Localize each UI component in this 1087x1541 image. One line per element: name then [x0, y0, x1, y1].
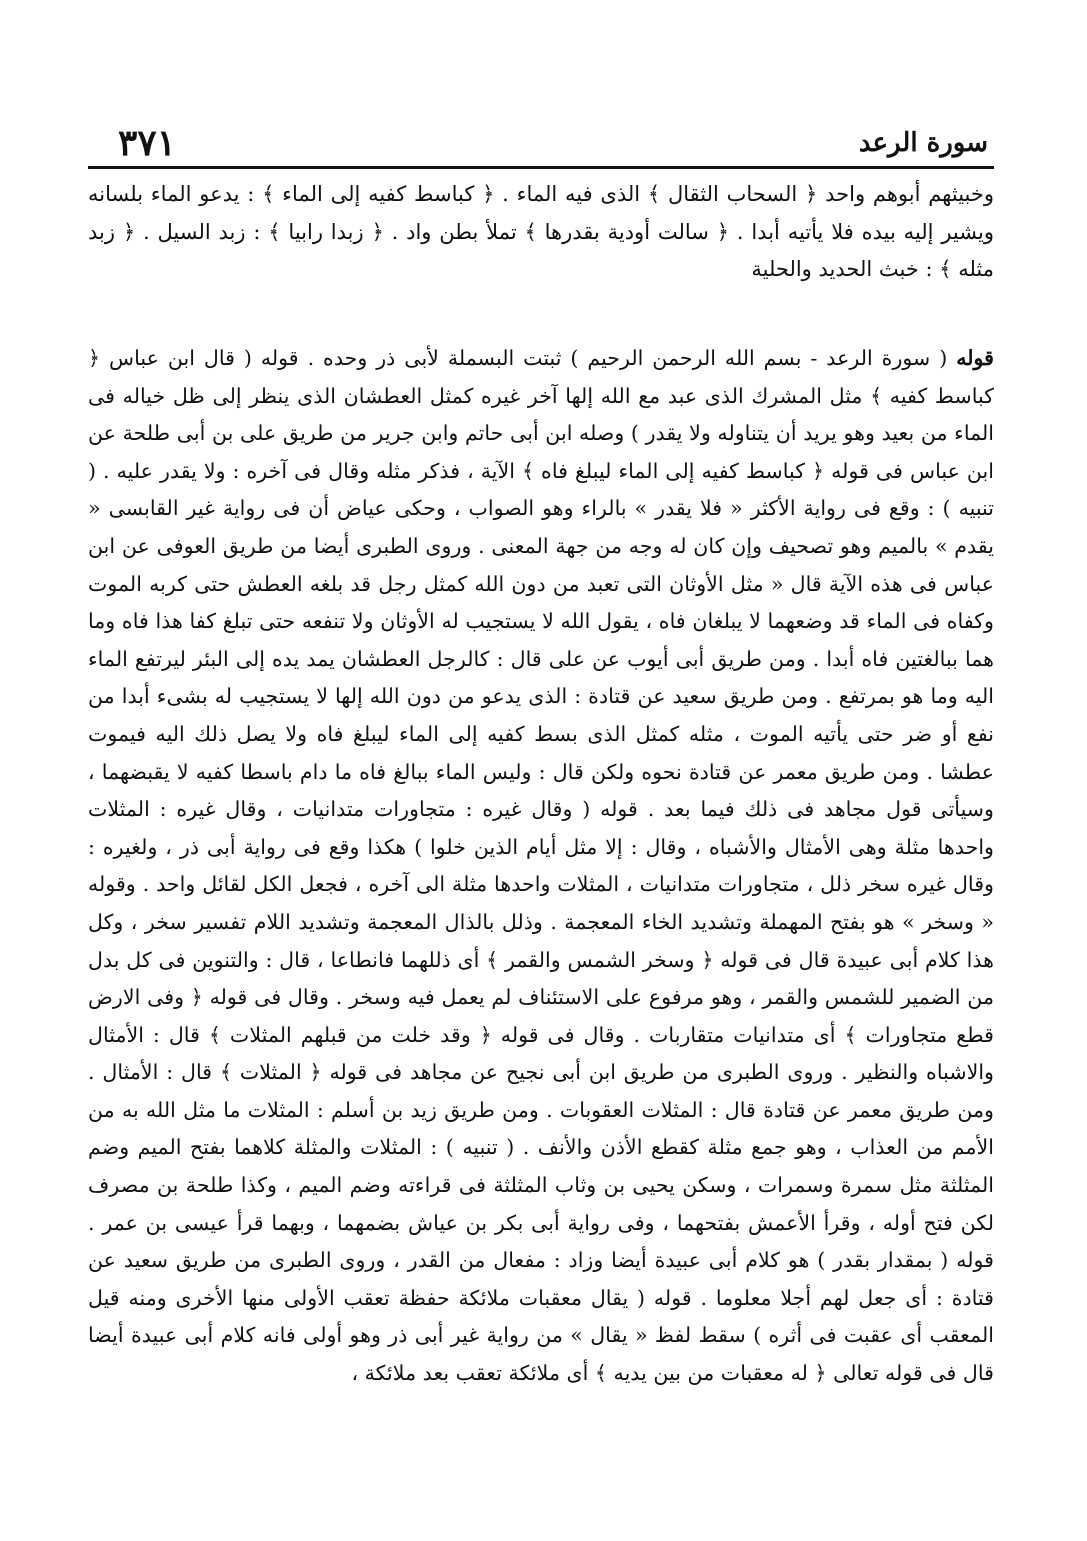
page-header: [88, 118, 994, 169]
commentary-section: [88, 340, 994, 1393]
commentary-paragraph: [88, 340, 994, 1393]
surah-title: سورة الرعد: [858, 128, 988, 158]
page-number: ٣٧١: [118, 122, 177, 164]
glossary-section: [88, 176, 994, 289]
glossary-paragraph: وخبيثهم أبوهم واحد ﴿ السحاب الثقال ﴾ الذى فيه الماء . ﴿ كباسط كفيه إلى الماء ﴾ : يدعو الماء بلسانه ويشير إليه بيده فلا يأتيه أبدا . ﴿ سالت أودية بقدرها ﴾ تملأ بطن واد . ﴿ زبدا رابيا ﴾ : زبد السيل . ﴿ زبد مثله ﴾ : خبث الحديد والحلية: [88, 182, 994, 281]
commentary-lead-word: قوله: [956, 346, 995, 370]
commentary-text: ( سورة الرعد - بسم الله الرحمن الرحيم ) ثبتت البسملة لأبى ذر وحده . قوله ( قال ابن عباس ﴿ كباسط كفيه ﴾ مثل المشرك الذى عبد مع الله إلها آخر غيره كمثل العطشان الذى ينظر إلى ظل خياله فى الماء من بعيد وهو يريد أن يتناوله ولا يقدر ) وصله ابن أبى حاتم وابن جرير من طريق على بن أبى طلحة عن ابن عباس فى قوله ﴿ كباسط كفيه إلى الماء ليبلغ فاه ﴾ الآية ، فذكر مثله وقال فى آخره : ولا يقدر عليه . ( تنبيه ) : وقع فى رواية الأكثر « فلا يقدر » بالراء وهو الصواب ، وحكى عياض أن فى رواية غير القابسى « يقدم » بالميم وهو تصحيف وإن كان له وجه من جهة المعنى . وروى الطبرى أيضا من طريق العوفى عن ابن عباس فى هذه الآية قال « مثل الأوثان التى تعبد من دون الله كمثل رجل قد بلغه العطش حتى كربه الموت وكفاه فى الماء قد وضعهما لا يبلغان فاه ، يقول الله لا يستجيب له الأوثان ولا تنفعه حتى تبلغ كفا هذا فاه وما هما ببالغتين فاه أبدا . ومن طريق أبى أيوب عن على قال : كالرجل العطشان يمد يده إلى البئر ليرتفع الماء اليه وما هو بمرتفع . ومن طريق سعيد عن قتادة : الذى يدعو من دون الله إلها لا يستجيب له بشىء أبدا من نفع أو ضر حتى يأتيه الموت ، مثله كمثل الذى بسط كفيه إلى الماء ليبلغ فاه ولا يصل ذلك اليه فيموت عطشا . ومن طريق معمر عن قتادة نحوه ولكن قال : وليس الماء ببالغ فاه ما دام باسطا كفيه لا يقبضهما ، وسيأتى قول مجاهد فى ذلك فيما بعد . قوله ( وقال غيره : متجاورات متدانيات ، وقال غيره : المثلات واحدها مثلة وهى الأمثال والأشباه ، وقال : إلا مثل أيام الذين خلوا ) هكذا وقع فى رواية أبى ذر ، ولغيره : وقال غيره سخر ذلل ، متجاورات متدانيات ، المثلات واحدها مثلة الى آخره ، فجعل الكل لقائل واحد . وقوله « وسخر » هو بفتح المهملة وتشديد الخاء المعجمة . وذلل بالذال المعجمة وتشديد اللام تفسير سخر ، وكل هذا كلام أبى عبيدة قال فى قوله ﴿ وسخر الشمس والقمر ﴾ أى ذللهما فانطاعا ، قال : والتنوين فى كل بدل من الضمير للشمس والقمر ، وهو مرفوع على الاستئناف لم يعمل فيه وسخر . وقال فى قوله ﴿ وفى الارض قطع متجاورات ﴾ أى متدانيات متقاربات . وقال فى قوله ﴿ وقد خلت من قبلهم المثلات ﴾ قال : الأمثال والاشباه والنظير . وروى الطبرى من طريق ابن أبى نجيح عن مجاهد فى قوله ﴿ المثلات ﴾ قال : الأمثال . ومن طريق معمر عن قتادة قال : المثلات العقوبات . ومن طريق زيد بن أسلم : المثلات ما مثل الله به من الأمم من العذاب ، وهو جمع مثلة كقطع الأذن والأنف . ( تنبيه ) : المثلات والمثلة كلاهما بفتح الميم وضم المثلثة مثل سمرة وسمرات ، وسكن يحيى بن وثاب المثلثة فى قراءته وضم الميم ، وكذا طلحة بن مصرف لكن فتح أوله ، وقرأ الأعمش بفتحهما ، وفى رواية أبى بكر بن عياش بضمهما ، وبهما قرأ عيسى بن عمر . قوله ( بمقدار بقدر ) هو كلام أبى عبيدة أيضا وزاد : مفعال من القدر ، وروى الطبرى من طريق سعيد عن قتادة : أى جعل لهم أجلا معلوما . قوله ( يقال معقبات ملائكة حفظة تعقب الأولى منها الأخرى ومنه قيل المعقب أى عقبت فى أثره ) سقط لفظ « يقال » من رواية غير أبى ذر وهو أولى فانه كلام أبى عبيدة أيضا قال فى قوله تعالى ﴿ له معقبات من بين يديه ﴾ أى ملائكة تعقب بعد ملائكة ،: [88, 346, 994, 1386]
